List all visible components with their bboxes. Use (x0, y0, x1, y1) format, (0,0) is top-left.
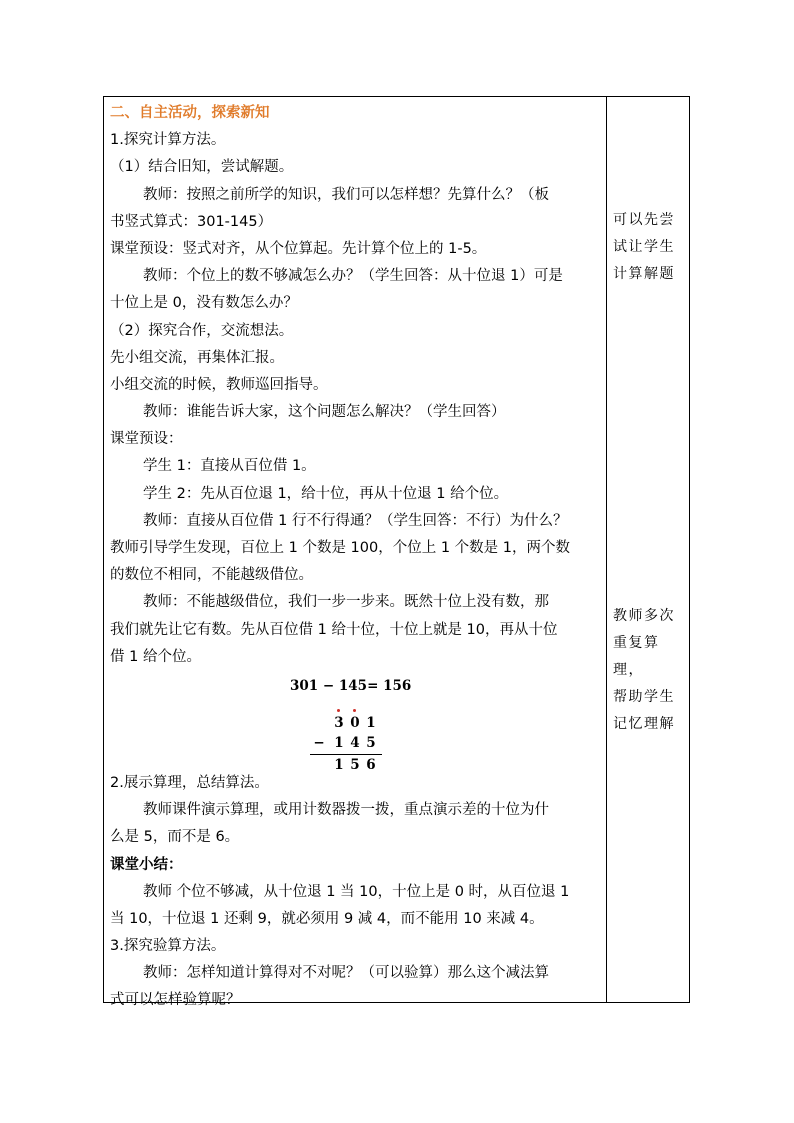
equation: 301 − 145= 156 (290, 677, 412, 694)
text-line: 课堂预设：竖式对齐，从个位算起。先计算个位上的 1-5。 (110, 240, 487, 257)
text-line: （2）探究合作，交流想法。 (110, 322, 294, 339)
minuend-digit: 0 (350, 714, 360, 731)
side-note-line: 记忆理解 (613, 716, 675, 732)
side-note-line: 帮助学生 (613, 689, 675, 705)
subtrahend-digit: 4 (350, 734, 360, 751)
text-line: 教师：不能越级借位，我们一步一步来。既然十位上没有数，那 (143, 594, 549, 611)
side-note-line: 可以先尝 (613, 212, 675, 228)
text-line: 2.展示算理，总结算法。 (110, 774, 269, 791)
minuend-digit: 1 (366, 714, 376, 731)
difference-digit: 6 (366, 756, 376, 773)
difference-digit: 1 (334, 756, 344, 773)
side-note-line: 试让学生 (613, 239, 675, 255)
main-content-cell (110, 100, 604, 1015)
vertical-subtraction (110, 705, 604, 773)
text-line: 小组交流的时候，教师巡回指导。 (110, 376, 328, 393)
text-line: 教师：怎样知道计算得对不对呢？（可以验算）那么这个减法算 (143, 965, 549, 982)
text-line: 十位上是 0，没有数怎么办？ (110, 295, 298, 312)
text-line: 当 10，十位退 1 还剩 9，就必须用 9 减 4，而不能用 10 来减 4。 (110, 910, 544, 927)
text-line: 先小组交流，再集体汇报。 (110, 349, 284, 366)
text-line: 教师：个位上的数不够减怎么办？（学生回答：从十位退 1）可是 (143, 268, 563, 285)
text-line: 借 1 给个位。 (110, 648, 201, 665)
text-line: 教师 个位不够减，从十位退 1 当 10，十位上是 0 时，从百位退 1 (143, 883, 570, 900)
borrow-dot-tens (353, 709, 356, 712)
text-line: 1.探究计算方法。 (110, 132, 226, 149)
lesson-table (103, 96, 690, 1009)
text-line: 教师：按照之前所学的知识，我们可以怎样想？先算什么？（板 (143, 186, 549, 203)
summary-heading: 课堂小结： (110, 856, 183, 873)
subtrahend-digit: 1 (334, 734, 344, 751)
text-line: 课堂预设： (110, 431, 183, 448)
text-line: 我们就先让它有数。先从百位借 1 给十位，十位上就是 10，再从十位 (110, 621, 558, 638)
subtrahend-digit: 5 (366, 734, 376, 751)
side-note-line: 教师多次 (613, 608, 675, 624)
text-line: 教师课件演示算理，或用计数器拨一拨，重点演示差的十位为什 (143, 802, 549, 819)
minuend-digit: 3 (334, 714, 344, 731)
borrow-dot-hundreds (337, 709, 340, 712)
text-line: 教师：直接从百位借 1 行不行得通？（学生回答：不行）为什么？ (143, 512, 568, 529)
side-note-1 (613, 207, 689, 288)
column-divider (606, 97, 607, 1002)
side-note-line: 计算解题 (613, 266, 675, 282)
text-line: 学生 1：直接从百位借 1。 (143, 458, 316, 475)
minus-sign: − (313, 734, 325, 751)
text-line: 学生 2：先从百位退 1，给十位，再从十位退 1 给个位。 (143, 485, 509, 502)
side-note-line: 重复算理， (613, 635, 660, 678)
section-title: 二、自主活动，探索新知 (110, 105, 270, 121)
text-line: 书竖式算式：301-145） (110, 213, 273, 230)
text-line: 式可以怎样验算呢？ (110, 992, 241, 1009)
side-note-2 (613, 603, 689, 738)
difference-digit: 5 (350, 756, 360, 773)
text-line: 教师引导学生发现，百位上 1 个数是 100，个位上 1 个数是 1，两个数 (110, 540, 571, 556)
text-line: 3.探究验算方法。 (110, 938, 226, 955)
text-line: 么是 5，而不是 6。 (110, 829, 240, 846)
text-line: （1）结合旧知，尝试解题。 (110, 159, 294, 176)
text-line: 的数位不相同，不能越级借位。 (110, 567, 313, 584)
text-line: 教师：谁能告诉大家，这个问题怎么解决？（学生回答） (143, 404, 506, 421)
